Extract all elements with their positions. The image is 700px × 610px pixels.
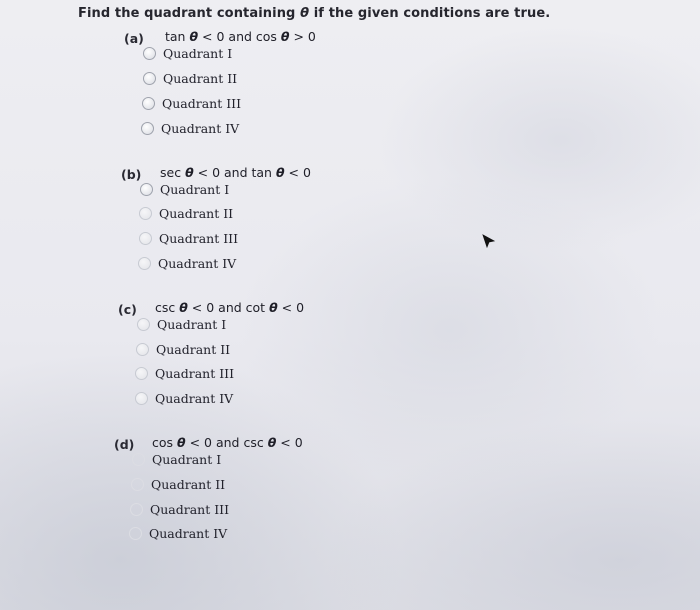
part-c-option-quadrant-1[interactable]: [137, 317, 226, 332]
option-label: Quadrant I: [152, 452, 222, 467]
option-label: Quadrant II: [151, 477, 226, 492]
part-a-option-quadrant-3[interactable]: [142, 96, 241, 111]
radio-button[interactable]: [139, 207, 152, 220]
part-d-option-quadrant-4[interactable]: [129, 526, 227, 541]
theta-symbol: θ: [177, 435, 186, 450]
part-b-option-quadrant-3[interactable]: [139, 231, 238, 246]
condition-func-1: tan: [165, 29, 190, 44]
part-a-condition: [165, 29, 316, 44]
question-instruction: [78, 6, 550, 21]
theta-symbol: θ: [275, 165, 285, 180]
part-label: (b): [121, 167, 142, 182]
part-c-condition: [155, 300, 304, 315]
radio-button[interactable]: [135, 392, 148, 405]
condition-relation: < 0 and cos: [198, 29, 281, 44]
radio-button[interactable]: [138, 257, 151, 270]
part-c-option-quadrant-2[interactable]: [136, 342, 230, 357]
option-label: Quadrant IV: [149, 526, 228, 541]
option-label: Quadrant II: [159, 206, 234, 221]
option-label: Quadrant IV: [161, 121, 240, 136]
part-b-option-quadrant-4[interactable]: [138, 256, 236, 271]
option-label: Quadrant III: [150, 502, 230, 517]
theta-symbol: θ: [300, 6, 310, 21]
part-b-option-quadrant-1[interactable]: [140, 182, 229, 197]
part-a-option-quadrant-1[interactable]: [143, 46, 232, 61]
condition-relation: < 0 and cot: [187, 300, 270, 315]
theta-symbol: θ: [267, 435, 277, 450]
radio-button[interactable]: [129, 527, 142, 540]
part-d: [114, 434, 134, 453]
option-label: Quadrant IV: [155, 391, 234, 406]
radio-button[interactable]: [135, 367, 148, 380]
part-a-option-quadrant-2[interactable]: [143, 71, 237, 86]
radio-button[interactable]: [139, 232, 152, 245]
condition-func-1: sec: [160, 165, 186, 180]
part-label: (d): [114, 437, 135, 452]
part-d-option-quadrant-2[interactable]: [131, 477, 225, 492]
part-d-condition: [152, 435, 303, 450]
radio-button[interactable]: [141, 122, 154, 135]
condition-relation: < 0 and tan: [193, 165, 276, 180]
part-b-option-quadrant-2[interactable]: [139, 206, 233, 221]
radio-button[interactable]: [142, 97, 155, 110]
part-a-option-quadrant-4[interactable]: [141, 121, 239, 136]
radio-button[interactable]: [143, 72, 156, 85]
option-label: Quadrant IV: [158, 256, 237, 271]
instruction-text-before: Find the quadrant containing: [78, 6, 301, 21]
condition-func-1: csc: [155, 300, 180, 315]
mouse-pointer-icon: [482, 233, 496, 247]
option-label: Quadrant I: [163, 46, 233, 61]
theta-symbol: θ: [189, 29, 199, 44]
part-c: [118, 299, 137, 318]
condition-relation: < 0: [277, 300, 305, 315]
radio-button[interactable]: [130, 503, 143, 516]
radio-button[interactable]: [131, 478, 144, 491]
option-label: Quadrant I: [157, 317, 227, 332]
part-b-condition: [160, 165, 311, 180]
radio-button[interactable]: [140, 183, 153, 196]
option-label: Quadrant I: [160, 182, 230, 197]
part-label: (a): [124, 31, 144, 46]
instruction-text-after: if the given conditions are true.: [309, 6, 551, 21]
radio-button[interactable]: [136, 343, 149, 356]
radio-button[interactable]: [137, 318, 150, 331]
theta-symbol: θ: [185, 165, 194, 180]
part-c-option-quadrant-4[interactable]: [135, 391, 233, 406]
condition-relation: < 0: [284, 165, 311, 180]
part-a: [124, 28, 144, 47]
option-label: Quadrant III: [159, 231, 239, 246]
part-label: (c): [118, 302, 137, 317]
part-c-option-quadrant-3[interactable]: [135, 366, 234, 381]
option-label: Quadrant III: [162, 96, 242, 111]
part-b: [121, 164, 141, 183]
condition-relation: < 0 and csc: [185, 435, 268, 450]
condition-relation: < 0: [276, 435, 303, 450]
option-label: Quadrant III: [155, 366, 235, 381]
theta-symbol: θ: [280, 29, 290, 44]
radio-button[interactable]: [143, 47, 156, 60]
option-label: Quadrant II: [163, 71, 238, 86]
part-d-option-quadrant-3[interactable]: [130, 502, 229, 517]
condition-relation: > 0: [289, 29, 316, 44]
radio-button[interactable]: [132, 453, 145, 466]
condition-func-1: cos: [152, 435, 178, 450]
part-d-option-quadrant-1[interactable]: [132, 452, 221, 467]
option-label: Quadrant II: [156, 342, 231, 357]
theta-symbol: θ: [179, 300, 188, 315]
theta-symbol: θ: [269, 300, 278, 315]
